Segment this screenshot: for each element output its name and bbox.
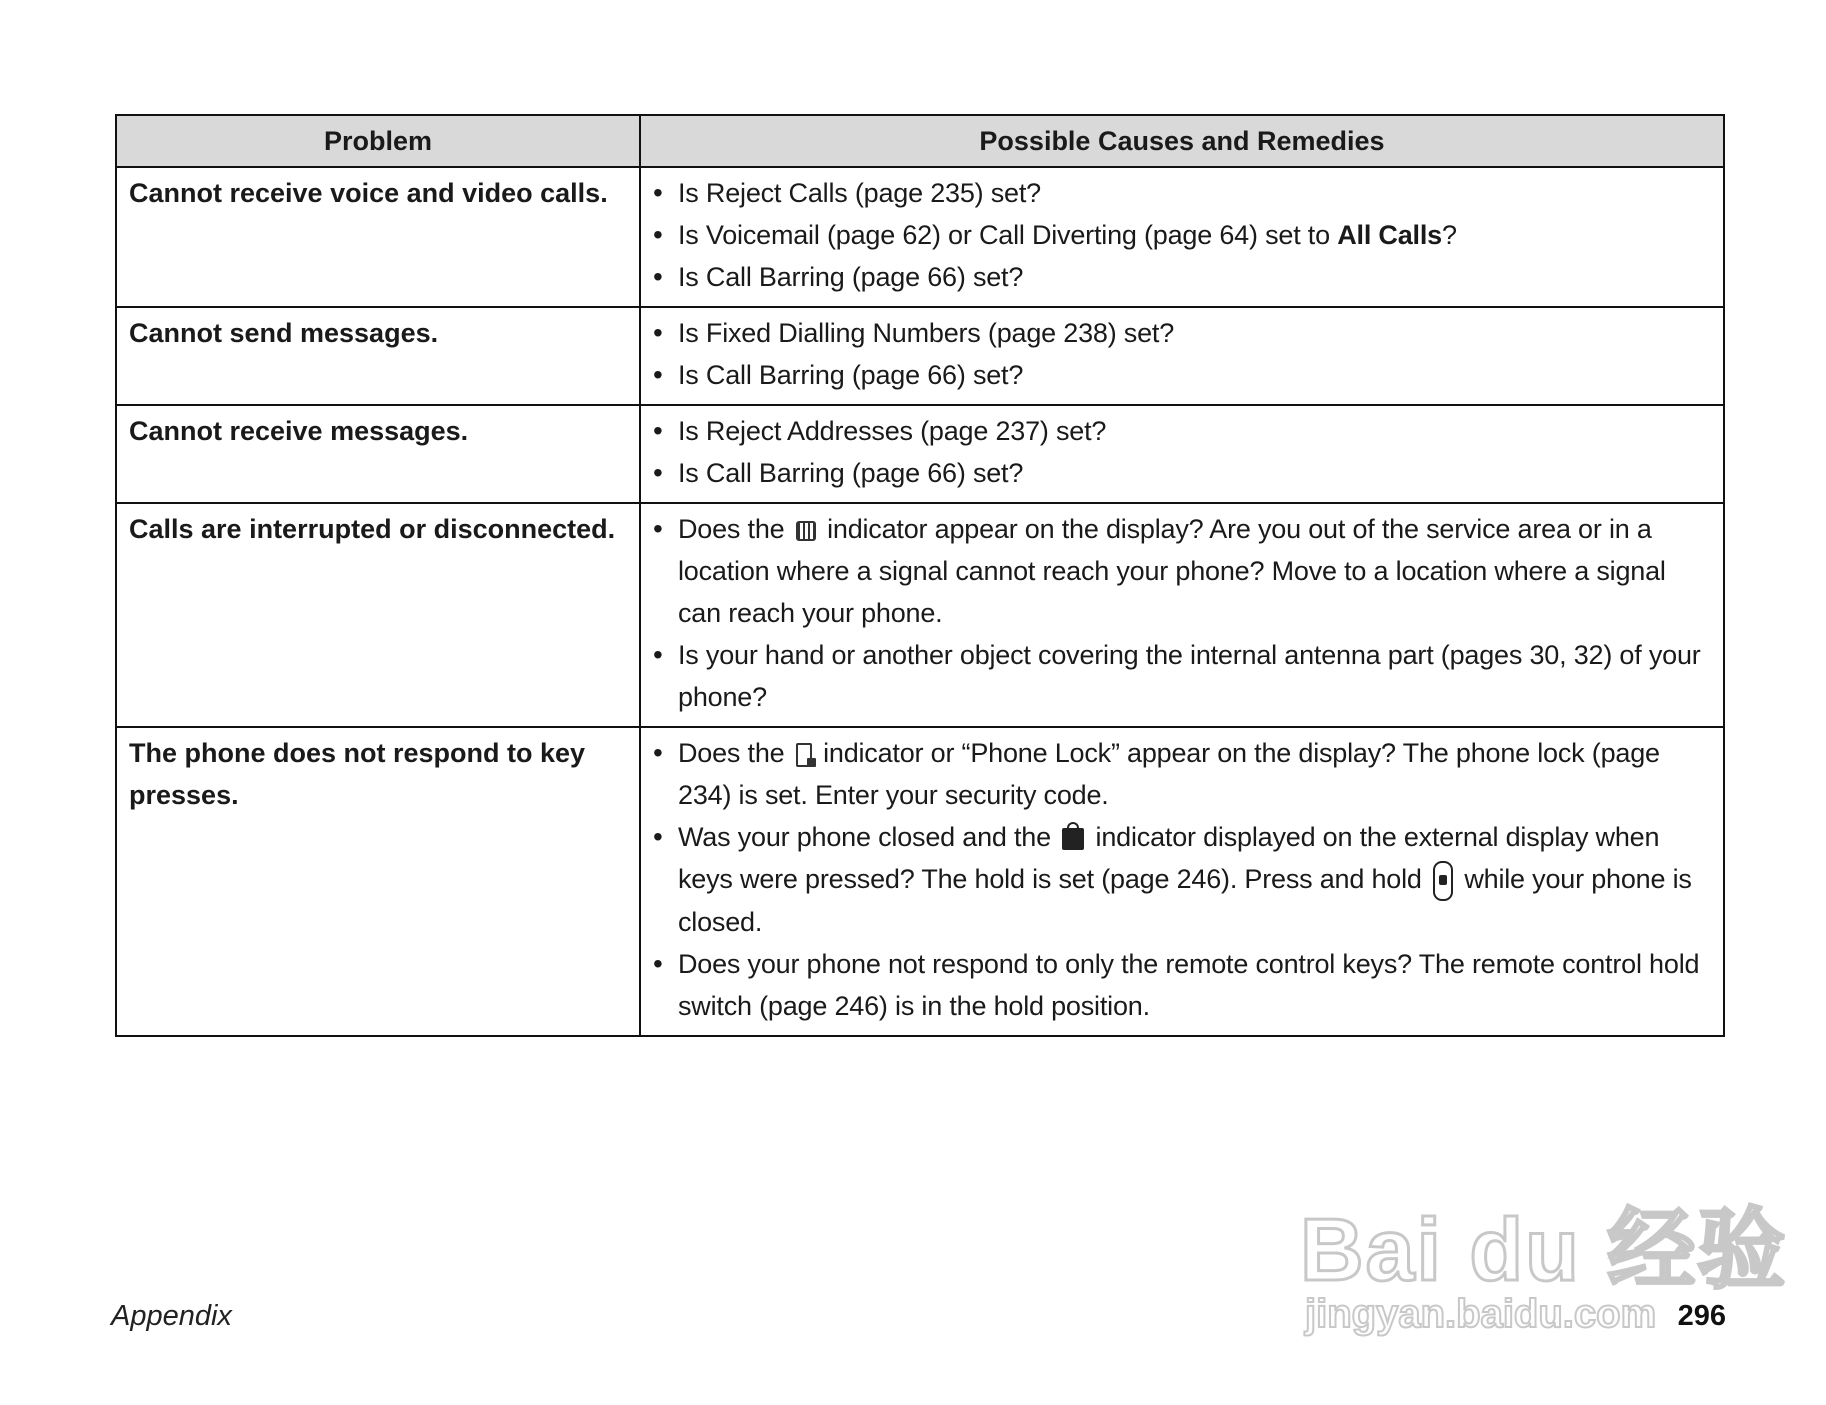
- remedy-cell: [640, 307, 1724, 405]
- remedy-text: Is Voicemail (page 62) or Call Diverting (page 64) set to: [678, 220, 1338, 250]
- phone-lock-icon: [796, 743, 812, 767]
- remedy-item: • Is your hand or another object covering the internal antenna part (pages 30, 32) of your phone?: [653, 634, 1711, 718]
- remedy-text: ?: [1441, 220, 1457, 250]
- remedy-item: • Is Fixed Dialling Numbers (page 238) set?: [653, 312, 1711, 354]
- remedy-text: Was your phone closed and the: [678, 822, 1059, 852]
- remedy-cell: [640, 727, 1724, 1036]
- remedy-item: [653, 508, 1711, 634]
- remedy-item: • Is Reject Addresses (page 237) set?: [653, 410, 1711, 452]
- table-row: [116, 307, 1724, 405]
- remedy-item: • Is Call Barring (page 66) set?: [653, 452, 1711, 494]
- remedy-cell: [640, 503, 1724, 727]
- table-header-row: [116, 115, 1724, 167]
- header-problem: Problem: [116, 115, 640, 167]
- watermark-url: jingyan.baidu.com: [1305, 1292, 1657, 1336]
- problem-cell: Calls are interrupted or disconnected.: [116, 503, 640, 727]
- lock-icon: [1062, 828, 1084, 850]
- remedy-text: indicator displayed on the external display when keys were pressed? The hold is set (page 246). Press and hold: [678, 822, 1660, 894]
- footer-section-label: Appendix: [111, 1300, 232, 1332]
- remedy-item: [653, 214, 1711, 256]
- problem-cell: Cannot receive messages.: [116, 405, 640, 503]
- remedy-item: [653, 816, 1711, 943]
- remedy-item: • Is Call Barring (page 66) set?: [653, 354, 1711, 396]
- remedy-emphasis: All Calls: [1337, 220, 1442, 250]
- remedy-item: • Is Call Barring (page 66) set?: [653, 256, 1711, 298]
- table-row: [116, 503, 1724, 727]
- remedy-text: indicator or “Phone Lock” appear on the display? The phone lock (page 234) is set. Enter your security code.: [678, 738, 1660, 810]
- problem-cell: Cannot receive voice and video calls.: [116, 167, 640, 307]
- remedy-item: • Is Reject Calls (page 235) set?: [653, 172, 1711, 214]
- remedy-list: [653, 732, 1711, 1027]
- problem-cell: The phone does not respond to key presses.: [116, 727, 640, 1036]
- remedy-text: Does the: [678, 738, 792, 768]
- watermark-logo: Bai du 经验: [1300, 1200, 1788, 1299]
- problem-cell: Cannot send messages.: [116, 307, 640, 405]
- table-row: [116, 727, 1724, 1036]
- remedy-list: [653, 508, 1711, 718]
- page-number: 296: [1677, 1300, 1726, 1332]
- remedy-text: indicator appear on the display? Are you out of the service area or in a location where a signal cannot reach your phone? Move to a location where a signal can reach your phone.: [678, 514, 1666, 628]
- remedy-item: [653, 732, 1711, 816]
- no-service-icon: [796, 521, 816, 541]
- remedy-cell: [640, 405, 1724, 503]
- remedy-item: • Does your phone not respond to only the remote control keys? The remote control hold switch (page 246) is in the hold position.: [653, 943, 1711, 1027]
- troubleshooting-table: [115, 114, 1725, 1037]
- remedy-cell: [640, 167, 1724, 307]
- remedy-list: [653, 410, 1711, 494]
- header-remedies: Possible Causes and Remedies: [640, 115, 1724, 167]
- table-row: [116, 405, 1724, 503]
- remedy-list: [653, 172, 1711, 298]
- remedy-text: while your phone is closed.: [678, 864, 1692, 937]
- table-row: [116, 167, 1724, 307]
- side-key-icon: [1433, 861, 1453, 901]
- remedy-list: [653, 312, 1711, 396]
- remedy-text: Does the: [678, 514, 792, 544]
